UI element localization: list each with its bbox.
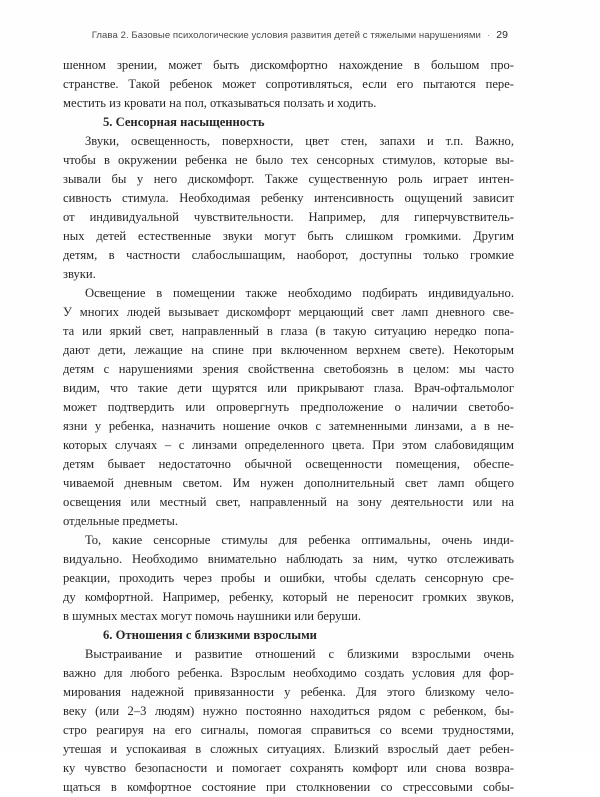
paragraph-first-line: Освещение в помещении также необходимо подбирать индивидуально.	[85, 286, 514, 300]
text-line: странстве. Такой ребенок может сопротивляться, если его пытаются пере-	[63, 77, 514, 91]
text-line: которых случаях – с линзами определенного цвета. При этом слабовидящим	[63, 438, 514, 452]
paragraph-first-line: То, какие сенсорные стимулы для ребенка оптимальны, очень инди-	[85, 533, 514, 547]
text-line: детям бывает недостаточно обычной освещенности помещения, обеспе-	[63, 457, 514, 471]
text-line: язни у ребенка, назначить ношение очков с затемненными линзами, а в не-	[63, 419, 514, 433]
paragraph-last-line: в шумных местах могут помочь наушники или беруши.	[63, 609, 361, 623]
text-line: может подтвердить или опровергнуть предположение о наличии светобо-	[63, 400, 514, 414]
body-text	[63, 56, 514, 797]
running-header	[92, 29, 508, 41]
chapter-title: Глава 2. Базовые психологические условия развития детей с тяжелыми нарушениями	[91, 30, 481, 41]
text-line: сивность стимула. Необходимая ребенку интенсивность ощущений зависит	[63, 191, 514, 205]
text-line: ку чувство безопасности и помогает сохранять комфорт или снова возвра-	[63, 761, 514, 775]
paragraph-first-line: Звуки, освещенность, поверхности, цвет стен, запахи и т.п. Важно,	[85, 134, 514, 148]
text-line: детям с нарушениями зрения свойственна светобоязнь в целом: мы часто	[63, 362, 514, 376]
text-line: шенном зрении, может быть дискомфортно нахождение в большом про-	[63, 58, 514, 72]
text-line: та или яркий свет, направленный в глаза (в такую ситуацию нередко попа-	[63, 324, 514, 338]
text-line: видим, что такие дети щурятся или прикрывают глаза. Врач-офтальмолог	[63, 381, 514, 395]
text-line: ду комфортной. Например, ребенку, который не переносит громких звуков,	[63, 590, 514, 604]
text-line: ных детей естественные звуки могут быть слишком громкими. Другим	[63, 229, 514, 243]
paragraph-last-line: отдельные предметы.	[63, 514, 178, 528]
paragraph-last-line: звуки.	[63, 267, 96, 281]
page-number: 29	[496, 29, 508, 41]
text-line: стро реагируя на его сигналы, помогая справиться со всеми трудностями,	[63, 723, 514, 737]
text-line: зывали бы у него дискомфорт. Также существенную роль играет интен-	[63, 172, 514, 186]
paragraph-first-line: Выстраивание и развитие отношений с близкими взрослыми очень	[85, 647, 514, 661]
paragraph-last-line: местить из кровати на пол, отказываться ползать и ходить.	[63, 96, 377, 110]
text-line: от индивидуальной чувствительности. Например, для гиперчувствитель-	[63, 210, 514, 224]
text-line: У многих людей вызывает дискомфорт мерцающий свет ламп дневного све-	[63, 305, 514, 319]
text-line: освещения или местный свет, направленный на зону деятельности или на	[63, 495, 514, 509]
text-line: важно для любого ребенка. Взрослым необходимо создать условия для фор-	[63, 666, 514, 680]
text-line: чиваемой дневным светом. Им нужен дополнительный свет ламп общего	[63, 476, 514, 490]
text-line: детям, в частности слабослышащим, наоборот, доступны только громкие	[63, 248, 514, 262]
header-separator: ·	[486, 30, 491, 41]
text-line: щаться в комфортное состояние при столкновении со стрессовыми собы-	[63, 780, 514, 794]
text-line: реакции, проходить через пробы и ошибки, чтобы сделать сенсорную сре-	[63, 571, 514, 585]
text-line: утешая и успокаивая в сложных ситуациях. Близкий взрослый дает ребен-	[63, 742, 514, 756]
text-line: дают дети, лежащие на спине при включенном верхнем свете). Некоторым	[63, 343, 514, 357]
section-heading: 6. Отношения с близкими взрослыми	[103, 628, 317, 642]
text-line: веку (или 2–3 людям) нужно постоянно находиться рядом с ребенком, бы-	[63, 704, 514, 718]
text-line: мирования надежной привязанности у ребенка. Для этого близкому чело-	[63, 685, 514, 699]
section-heading: 5. Сенсорная насыщенность	[103, 115, 265, 129]
text-line: чтобы в окружении ребенка не было тех сенсорных стимулов, которые вы-	[63, 153, 514, 167]
text-line: видуально. Необходимо внимательно наблюдать за ним, чутко отслеживать	[63, 552, 514, 566]
